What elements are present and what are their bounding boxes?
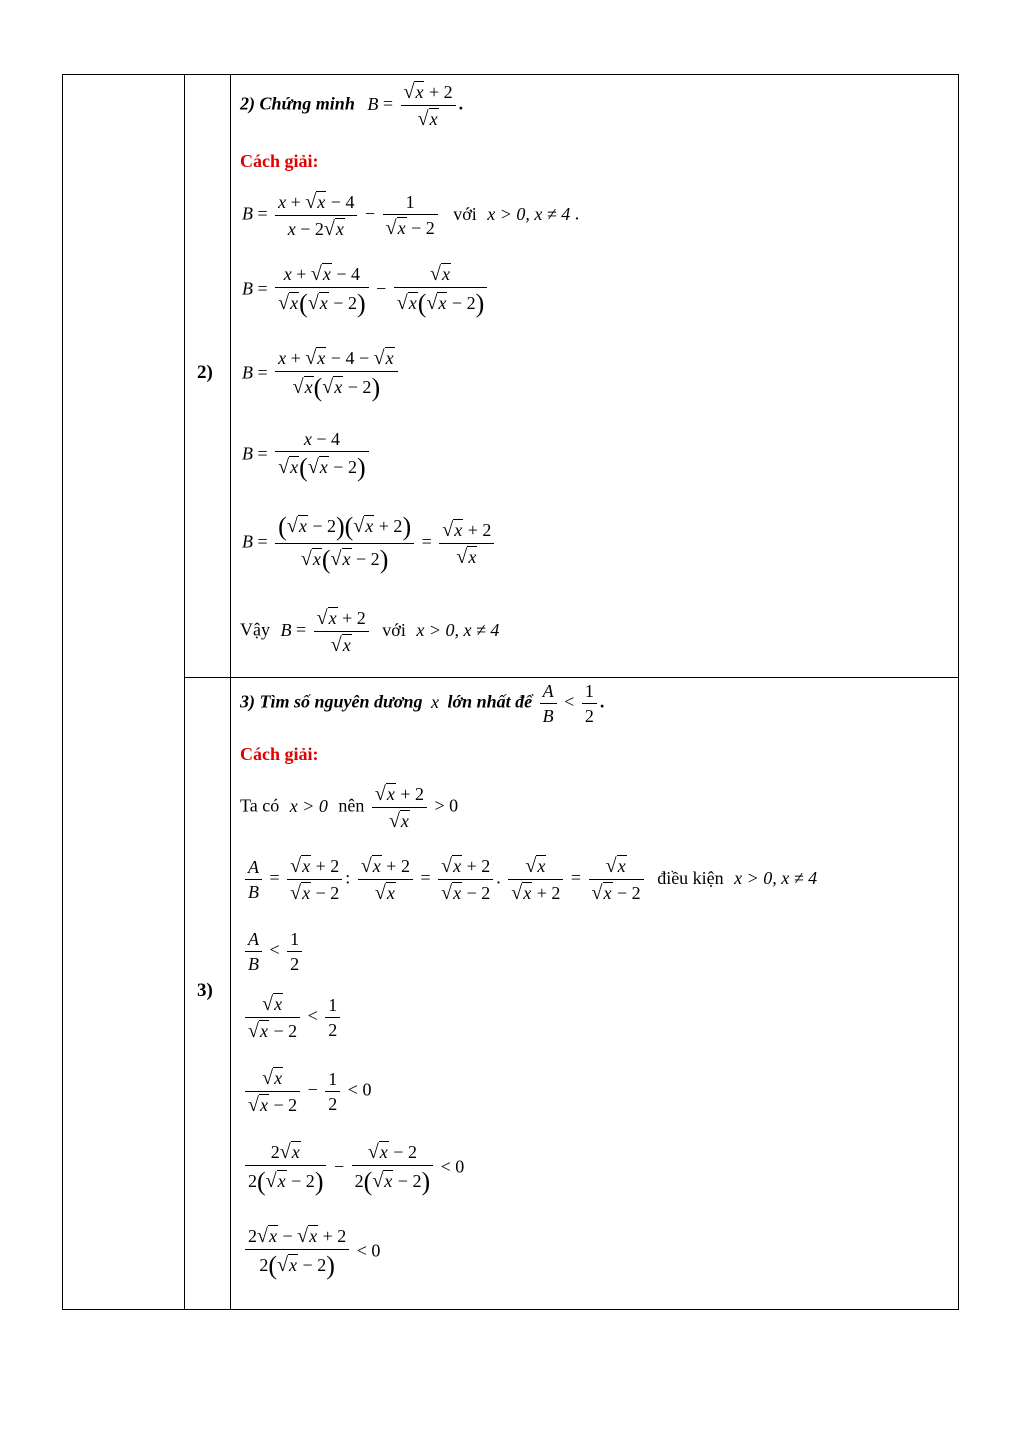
- row3-condition-word: điều kiện: [657, 867, 724, 888]
- column-divider-2: [230, 74, 231, 1310]
- row2-conclusion-word: Vậy: [240, 619, 270, 640]
- row3-step1: $\frac{A}{B}$ = $\frac{√x + 2}{√x - 2}$ : $\frac{√x + 2}{√x}$ = $\frac{√x + 2}{√x - 2}$ . $\frac{√x}{√x + 2}$ = $\frac{√x}{√x - 2}$ điều kiện x > 0, x ≠ 4: [242, 856, 817, 903]
- row2-solution-label: Cách giải:: [240, 151, 319, 171]
- row3-solution-label: Cách giải:: [240, 744, 319, 764]
- row2-step3: B = $\frac{x + √x - 4 - √x}{√x(√x - 2)}$: [242, 348, 401, 401]
- row2-title: 2) Chứng minh B = $\frac{√x + 2}{√x}$ .: [240, 81, 464, 130]
- row3-step5: $\frac{2√x}{2(√x - 2)}$ − $\frac{√x - 2}{2(√x - 2)}$ < 0: [242, 1142, 464, 1195]
- table-border-top: [62, 74, 959, 75]
- table-border-right: [958, 74, 959, 1310]
- row3-step2: $\frac{A}{B}$ < $\frac{1}{2}$: [242, 930, 305, 973]
- row2-step2: B = $\frac{x + √x - 4}{√x(√x - 2)}$ − $\frac{√x}{√x(√x - 2)}$: [242, 264, 490, 317]
- row3-step3: $\frac{√x}{√x - 2}$ < $\frac{1}{2}$: [242, 994, 343, 1041]
- row2-condition-expr: x > 0, x ≠ 4: [487, 203, 571, 224]
- row-label-3: 3): [197, 980, 213, 1001]
- row3-intro: Ta có x > 0 nên $\frac{√x + 2}{√x}$ > 0: [240, 783, 459, 832]
- row3-intro-result: > 0: [434, 795, 459, 816]
- row2-step5: B = $\frac{(√x - 2)(√x + 2)}{√x(√x - 2)}$ = $\frac{√x + 2}{√x}$: [242, 514, 497, 573]
- row2-step4: B = $\frac{x - 4}{√x(√x - 2)}$: [242, 430, 372, 481]
- row2-conclusion: Vậy B = $\frac{√x + 2}{√x}$ với x > 0, x ≠ 4: [240, 607, 500, 656]
- row2-title-b: B: [367, 93, 379, 114]
- row3-title-text: 3) Tìm số nguyên dương: [240, 691, 423, 712]
- row3-title-var: x: [430, 691, 439, 712]
- row3-intro-cond: x > 0: [289, 795, 328, 816]
- row2-conclusion-with: với: [382, 619, 406, 640]
- row3-step6: $\frac{2√x - √x + 2}{2(√x - 2)}$ < 0: [242, 1226, 380, 1279]
- row3-intro-text: Ta có: [240, 795, 280, 816]
- row2-conclusion-cond: x > 0, x ≠ 4: [416, 619, 500, 640]
- row3-intro-text2: nên: [338, 795, 365, 816]
- row2-title-text: 2) Chứng minh: [240, 93, 355, 114]
- row-divider: [184, 677, 959, 678]
- table-border-left: [62, 74, 63, 1310]
- row3-title-text2: lớn nhất để: [447, 691, 533, 712]
- table-border-bottom: [62, 1309, 959, 1310]
- row2-condition-word: với: [453, 203, 477, 224]
- column-divider-1: [184, 74, 185, 1310]
- row3-title: 3) Tìm số nguyên dương x lớn nhất để $\frac{A}{B}$ < $\frac{1}{2}$ .: [240, 681, 605, 726]
- row3-step4: $\frac{√x}{√x - 2}$ − $\frac{1}{2}$ < 0: [242, 1068, 371, 1115]
- row-label-2: 2): [197, 362, 213, 383]
- row3-condition-expr: x > 0, x ≠ 4: [734, 867, 818, 888]
- row2-step1: B = $\frac{x + √x - 4}{x - 2√x}$ − $\frac{1}{√x - 2}$ với x > 0, x ≠ 4 .: [242, 191, 580, 240]
